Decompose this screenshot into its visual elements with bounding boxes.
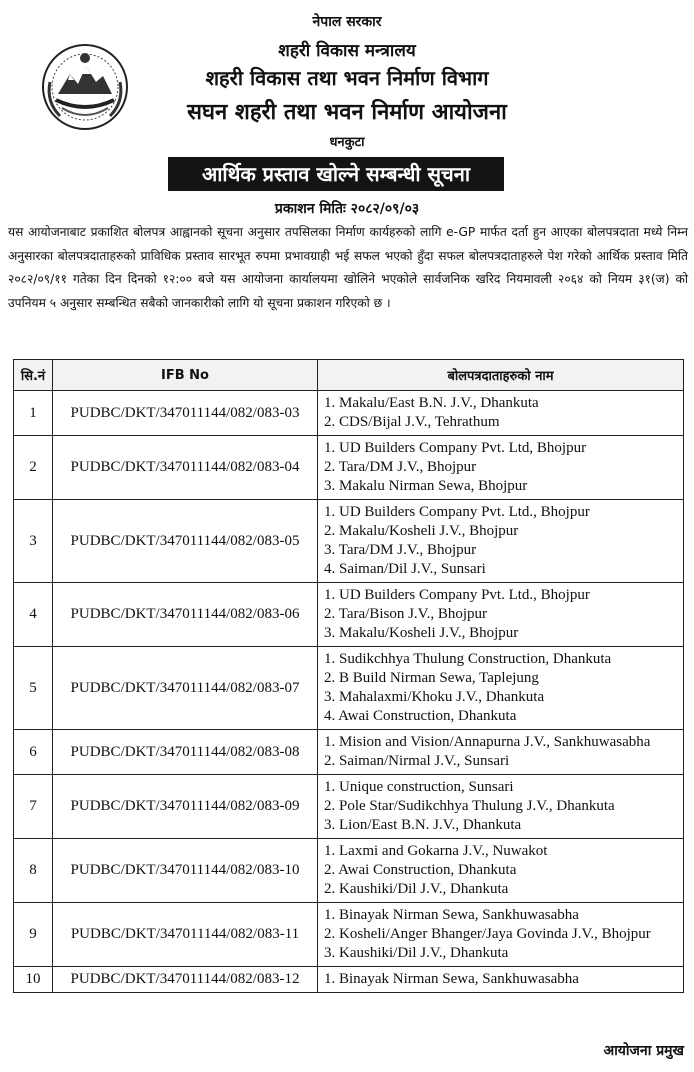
bidder-name: 2. Pole Star/Sudikchhya Thulung J.V., Dhankuta bbox=[324, 798, 615, 814]
bidder-name: 1. Binayak Nirman Sewa, Sankhuwasabha bbox=[324, 971, 579, 987]
row-bidders bbox=[318, 436, 684, 500]
row-sn: 2 bbox=[14, 436, 53, 500]
row-sn: 7 bbox=[14, 775, 53, 839]
table-header-row bbox=[14, 360, 684, 391]
bidder-name: 3. Makalu Nirman Sewa, Bhojpur bbox=[324, 478, 528, 494]
row-sn: 8 bbox=[14, 839, 53, 903]
bidder-name: 3. Makalu/Kosheli J.V., Bhojpur bbox=[324, 625, 519, 641]
table-row bbox=[14, 500, 684, 583]
table-row bbox=[14, 730, 684, 775]
table-row bbox=[14, 775, 684, 839]
row-bidders bbox=[318, 839, 684, 903]
bidder-name: 2. B Build Nirman Sewa, Taplejung bbox=[324, 670, 539, 686]
row-ifb: PUDBC/DKT/347011144/082/083-05 bbox=[53, 500, 318, 583]
row-sn: 10 bbox=[14, 967, 53, 993]
bidders-table bbox=[13, 359, 684, 993]
row-sn: 6 bbox=[14, 730, 53, 775]
row-bidders bbox=[318, 775, 684, 839]
row-sn: 9 bbox=[14, 903, 53, 967]
bidder-name: 1. UD Builders Company Pvt. Ltd., Bhojpur bbox=[324, 504, 590, 520]
table-row bbox=[14, 903, 684, 967]
row-sn: 3 bbox=[14, 500, 53, 583]
bidder-name: 1. Mision and Vision/Annapurna J.V., Sankhuwasabha bbox=[324, 734, 651, 750]
row-ifb: PUDBC/DKT/347011144/082/083-08 bbox=[53, 730, 318, 775]
row-ifb: PUDBC/DKT/347011144/082/083-12 bbox=[53, 967, 318, 993]
row-ifb: PUDBC/DKT/347011144/082/083-06 bbox=[53, 583, 318, 647]
notice-title: आर्थिक प्रस्ताव खोल्ने सम्बन्धी सूचना bbox=[168, 157, 504, 191]
row-bidders bbox=[318, 647, 684, 730]
bidder-name: 2. Kosheli/Anger Bhanger/Jaya Govinda J.V., Bhojpur bbox=[324, 926, 651, 942]
row-sn: 5 bbox=[14, 647, 53, 730]
row-ifb: PUDBC/DKT/347011144/082/083-09 bbox=[53, 775, 318, 839]
bidder-name: 1. UD Builders Company Pvt. Ltd, Bhojpur bbox=[324, 440, 587, 456]
notice-body: यस आयोजनाबाट प्रकाशित बोलपत्र आह्वानको सूचना अनुसार तपसिलका निर्माण कार्यहरुको लागि e-GP मार्फत दर्ता हुन आएका बोलपत्रदाता मध्ये निम्न अनुसारका बोलपत्रदाताहरुको प्राविधिक प्रस्ताव सारभूत रुपमा प्रभावग्राही भई सफल भएको हुँदा सफल बोलपत्रदाताहरुले पेश गरेको आर्थिक प्रस्ताव मिति २०८२/०९/११ गतेका दिन दिनको १२:०० बजे यस आयोजना कार्यालयमा खोलिने भएकोले सार्वजनिक खरिद नियमावली २०६४ को नियम ३१(ज) को उपनियम ५ अनुसार सम्बन्धित सबैको जानकारीको लागि यो सूचना प्रकाशन गरिएको छ । bbox=[8, 225, 688, 310]
bidder-name: 2. Makalu/Kosheli J.V., Bhojpur bbox=[324, 523, 519, 539]
row-bidders bbox=[318, 500, 684, 583]
row-bidders bbox=[318, 903, 684, 967]
bidder-name: 3. Mahalaxmi/Khoku J.V., Dhankuta bbox=[324, 689, 545, 705]
header-ifb: IFB No bbox=[53, 360, 318, 391]
row-bidders bbox=[318, 967, 684, 993]
table-row bbox=[14, 391, 684, 436]
bidder-name: 1. Sudikchhya Thulung Construction, Dhankuta bbox=[324, 651, 612, 667]
ministry-name: शहरी विकास मन्त्रालय bbox=[278, 41, 416, 61]
signatory: आयोजना प्रमुख bbox=[603, 1043, 684, 1059]
project-name: सघन शहरी तथा भवन निर्माण आयोजना bbox=[187, 100, 507, 125]
bidder-name: 1. Laxmi and Gokarna J.V., Nuwakot bbox=[324, 843, 548, 859]
bidder-name: 2. Tara/Bison J.V., Bhojpur bbox=[324, 606, 487, 622]
publication-date: प्रकाशन मितिः २०८२/०९/०३ bbox=[274, 201, 420, 217]
row-bidders bbox=[318, 391, 684, 436]
header-sn: सि.नं bbox=[14, 360, 53, 391]
bidder-name: 2. Awai Construction, Dhankuta bbox=[324, 862, 517, 878]
table-row bbox=[14, 967, 684, 993]
bidder-name: 1. Binayak Nirman Sewa, Sankhuwasabha bbox=[324, 907, 579, 923]
bidder-name: 3. Tara/DM J.V., Bhojpur bbox=[324, 542, 477, 558]
department-name: शहरी विकास तथा भवन निर्माण विभाग bbox=[205, 66, 489, 90]
location: धनकुटा bbox=[329, 135, 365, 150]
row-ifb: PUDBC/DKT/347011144/082/083-10 bbox=[53, 839, 318, 903]
table-row bbox=[14, 647, 684, 730]
row-bidders bbox=[318, 730, 684, 775]
row-ifb: PUDBC/DKT/347011144/082/083-11 bbox=[53, 903, 318, 967]
row-bidders bbox=[318, 583, 684, 647]
bidder-name: 3. Lion/East B.N. J.V., Dhankuta bbox=[324, 817, 522, 833]
row-ifb: PUDBC/DKT/347011144/082/083-03 bbox=[53, 391, 318, 436]
row-sn: 1 bbox=[14, 391, 53, 436]
government-name: नेपाल सरकार bbox=[312, 14, 382, 30]
bidder-name: 2. Saiman/Nirmal J.V., Sunsari bbox=[324, 753, 510, 769]
bidder-name: 4. Saiman/Dil J.V., Sunsari bbox=[324, 561, 486, 577]
bidder-name: 1. Unique construction, Sunsari bbox=[324, 779, 514, 795]
bidder-name: 2. CDS/Bijal J.V., Tehrathum bbox=[324, 414, 500, 430]
row-ifb: PUDBC/DKT/347011144/082/083-07 bbox=[53, 647, 318, 730]
table-row bbox=[14, 583, 684, 647]
table-row bbox=[14, 436, 684, 500]
table-row bbox=[14, 839, 684, 903]
bidder-name: 2. Kaushiki/Dil J.V., Dhankuta bbox=[324, 881, 509, 897]
bidder-name: 1. Makalu/East B.N. J.V., Dhankuta bbox=[324, 395, 539, 411]
row-sn: 4 bbox=[14, 583, 53, 647]
bidder-name: 1. UD Builders Company Pvt. Ltd., Bhojpur bbox=[324, 587, 590, 603]
bidder-name: 2. Tara/DM J.V., Bhojpur bbox=[324, 459, 477, 475]
row-ifb: PUDBC/DKT/347011144/082/083-04 bbox=[53, 436, 318, 500]
header-bidders: बोलपत्रदाताहरुको नाम bbox=[318, 360, 684, 391]
bidder-name: 3. Kaushiki/Dil J.V., Dhankuta bbox=[324, 945, 509, 961]
bidder-name: 4. Awai Construction, Dhankuta bbox=[324, 708, 517, 724]
